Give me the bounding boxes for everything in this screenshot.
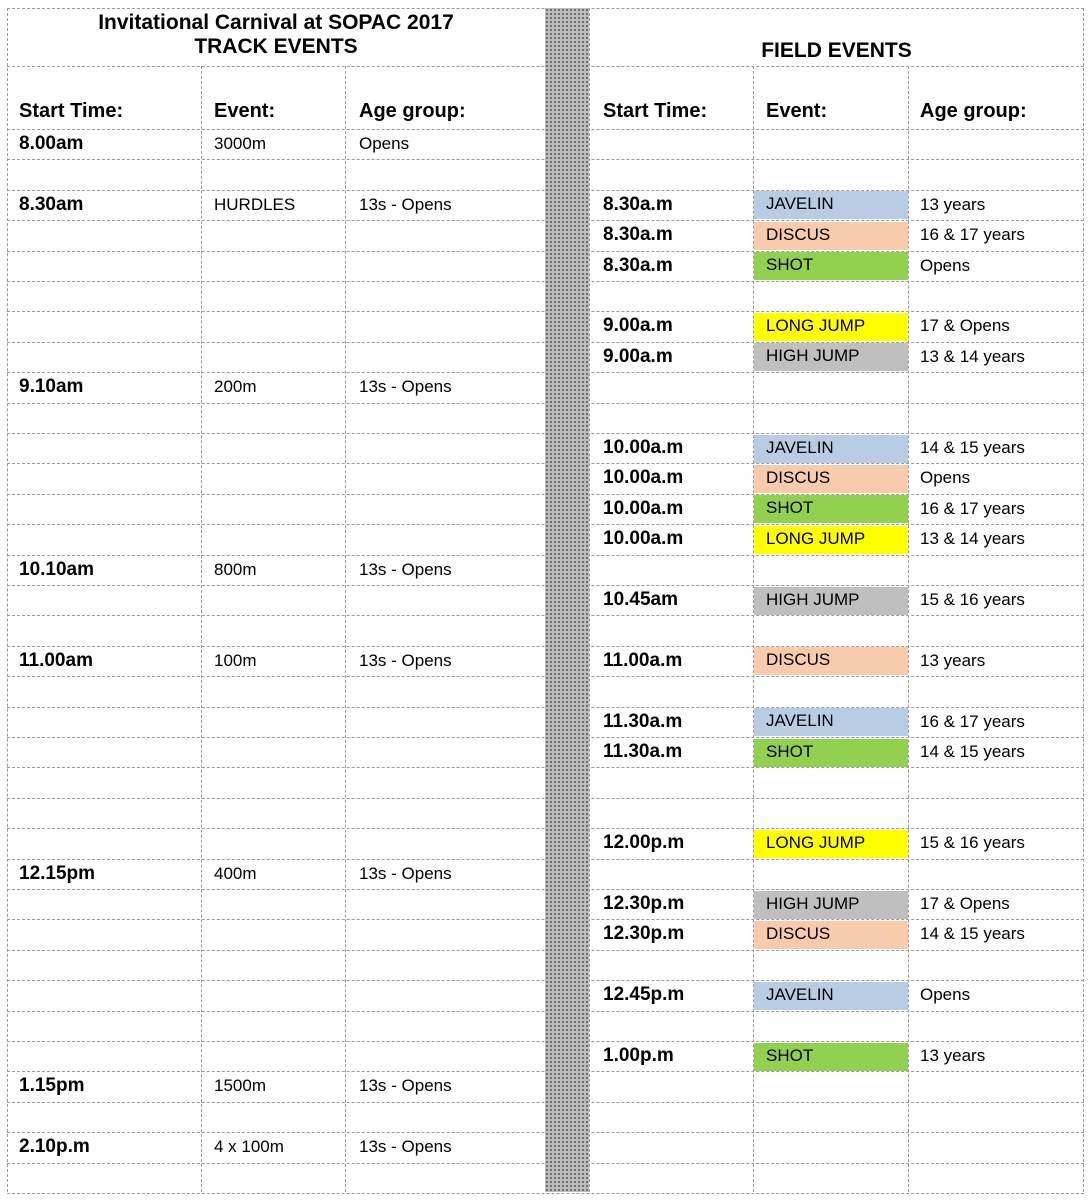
track-age-group: 13s - Opens (359, 377, 452, 397)
field-age-group: Opens (920, 468, 971, 488)
field-event-name: DISCUS (766, 224, 831, 244)
field-start-time: 12.45p.m (603, 984, 685, 1006)
field-header-event: Event: (766, 100, 828, 122)
column-rule (345, 66, 346, 1192)
field-age-group: 17 & Opens (920, 316, 1010, 336)
field-event-highlight (754, 191, 908, 219)
field-age-group: 13 & 14 years (920, 346, 1025, 366)
field-event-highlight (754, 1043, 908, 1071)
track-header-event: Event: (214, 100, 276, 122)
track-events-title: TRACK EVENTS (194, 35, 358, 58)
track-age-group: 13s - Opens (359, 1076, 452, 1096)
field-event-name: JAVELIN (766, 194, 834, 214)
column-rule (589, 8, 590, 1192)
field-start-time: 12.00p.m (603, 832, 685, 854)
track-header-age-group: Age group: (359, 100, 466, 122)
field-start-time: 11.00a.m (603, 649, 683, 671)
column-rule (908, 66, 909, 1192)
track-event-name: 200m (214, 377, 257, 397)
field-start-time: 10.00a.m (603, 467, 684, 489)
field-age-group: 13 years (920, 194, 986, 214)
track-age-group: 13s - Opens (359, 559, 452, 579)
track-event-name: 100m (214, 650, 257, 670)
field-event-highlight (754, 708, 908, 736)
field-event-highlight (754, 921, 908, 949)
track-start-time: 10.10am (19, 558, 95, 580)
field-start-time: 12.30p.m (603, 893, 685, 914)
track-start-time: 8.30am (19, 193, 84, 215)
field-age-group: 15 & 16 years (920, 590, 1025, 609)
field-age-group: 17 & Opens (920, 894, 1010, 913)
field-event-name: HIGH JUMP (766, 346, 860, 366)
field-event-highlight (754, 647, 908, 675)
field-header-start-time: Start Time: (603, 100, 708, 122)
column-rule (201, 66, 202, 1192)
track-event-name: 1500m (214, 1076, 266, 1096)
field-age-group: 16 & 17 years (920, 498, 1025, 518)
field-event-name: HIGH JUMP (766, 589, 860, 609)
field-start-time: 1.00p.m (603, 1045, 674, 1066)
field-age-group: Opens (920, 255, 971, 275)
track-start-time: 11.00am (19, 649, 93, 671)
track-start-time: 2.10p.m (19, 1136, 90, 1158)
field-age-group: 14 & 15 years (920, 924, 1025, 944)
track-age-group: 13s - Opens (359, 650, 452, 670)
field-event-name: SHOT (766, 498, 814, 518)
field-event-name: SHOT (766, 1045, 814, 1065)
track-start-time: 12.15pm (19, 862, 96, 884)
field-start-time: 11.30a.m (603, 710, 683, 732)
track-event-name: 4 x 100m (214, 1137, 284, 1157)
field-event-highlight (754, 435, 908, 463)
column-rule (7, 8, 8, 1192)
track-event-name: 800m (214, 559, 257, 579)
field-events-title: FIELD EVENTS (761, 39, 912, 62)
field-age-group: 14 & 15 years (920, 438, 1025, 457)
field-event-highlight (754, 891, 908, 919)
track-age-group: 13s - Opens (359, 194, 452, 214)
field-event-name: DISCUS (766, 467, 831, 487)
field-start-time: 8.30a.m (603, 193, 673, 215)
field-event-name: DISCUS (766, 650, 831, 670)
row-rule (7, 1193, 1084, 1194)
field-event-name: SHOT (766, 255, 814, 275)
field-event-highlight (754, 465, 908, 493)
page-title (7, 11, 545, 59)
field-event-name: DISCUS (766, 923, 831, 943)
field-event-highlight (754, 526, 908, 554)
field-age-group: 16 & 17 years (920, 711, 1025, 731)
field-event-highlight (754, 313, 908, 341)
track-event-name: 400m (214, 863, 257, 883)
field-header-age-group: Age group: (920, 100, 1027, 122)
track-start-time: 9.10am (19, 376, 84, 398)
field-start-time: 10.00a.m (603, 497, 684, 519)
track-age-group: 13s - Opens (359, 1137, 452, 1157)
field-start-time: 10.00a.m (603, 528, 684, 550)
field-age-group: Opens (920, 985, 971, 1005)
field-start-time: 9.00a.m (603, 315, 673, 337)
track-start-time: 1.15pm (19, 1075, 85, 1097)
field-event-highlight (754, 252, 908, 280)
field-event-highlight (754, 343, 908, 371)
column-rule (1083, 8, 1084, 1192)
field-start-time: 10.45am (603, 589, 679, 610)
field-event-highlight (754, 830, 908, 858)
field-event-name: LONG JUMP (766, 315, 866, 335)
field-event-name: JAVELIN (766, 437, 834, 457)
track-age-group: 13s - Opens (359, 863, 452, 883)
track-header-start-time: Start Time: (19, 100, 124, 122)
track-event-name: HURDLES (214, 194, 296, 214)
field-event-name: SHOT (766, 741, 814, 761)
field-start-time: 11.30a.m (603, 741, 683, 762)
field-age-group: 14 & 15 years (920, 742, 1025, 761)
field-age-group: 13 years (920, 650, 986, 670)
title-line-1: Invitational Carnival at SOPAC 2017 (98, 11, 454, 34)
field-event-highlight (754, 587, 908, 615)
field-event-name: LONG JUMP (766, 832, 866, 852)
field-event-highlight (754, 739, 908, 767)
column-separator (545, 8, 589, 1192)
field-age-group: 13 & 14 years (920, 529, 1025, 549)
field-age-group: 13 years (920, 1046, 986, 1065)
field-age-group: 15 & 16 years (920, 833, 1025, 853)
field-event-highlight (754, 222, 908, 250)
field-start-time: 8.30a.m (603, 254, 673, 276)
track-age-group: Opens (359, 134, 410, 153)
field-age-group: 16 & 17 years (920, 225, 1025, 245)
field-start-time: 8.30a.m (603, 224, 673, 246)
field-start-time: 9.00a.m (603, 345, 673, 367)
field-event-name: JAVELIN (766, 711, 834, 731)
field-event-highlight (754, 982, 908, 1010)
track-event-name: 3000m (214, 134, 266, 153)
field-start-time: 12.30p.m (603, 923, 685, 945)
schedule-document (7, 8, 1084, 1192)
field-start-time: 10.00a.m (603, 437, 684, 458)
field-event-name: JAVELIN (766, 984, 834, 1004)
track-start-time: 8.00am (19, 133, 84, 154)
field-event-name: HIGH JUMP (766, 893, 860, 913)
field-event-name: LONG JUMP (766, 528, 866, 548)
field-event-highlight (754, 495, 908, 523)
